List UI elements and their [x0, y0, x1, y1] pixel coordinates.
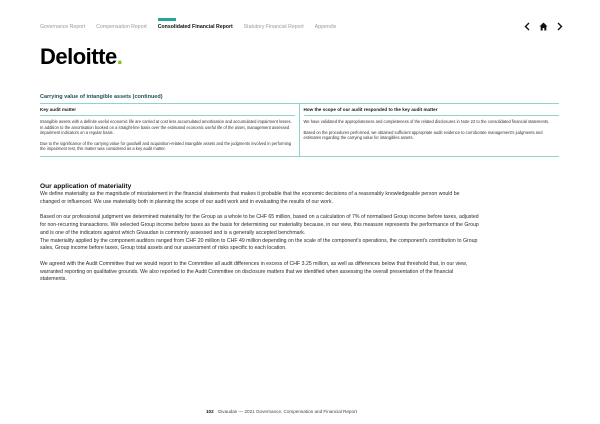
- column-header: Key audit matter: [40, 104, 295, 116]
- deloitte-logo: [40, 44, 122, 70]
- column-body: [40, 116, 295, 156]
- logo-text: Deloitte: [40, 44, 117, 69]
- paragraph: Based on our professional judgment we determined materiality for the Group as a whole to be CHF 65 million, based on a calculation of 7% of normalised Group income before taxes, adjusted for non-recurring transactions. We selected Group income before taxes as the basis for determining our materiality because, in our view, this measure represents the performance of the Group and is one of the indicators against which Givaudan is commonly assessed and is a generally accepted benchmark.: [40, 214, 479, 236]
- tab-statutory-financial-report[interactable]: Statutory Financial Report: [243, 24, 304, 30]
- chevron-left-icon[interactable]: [524, 22, 530, 31]
- section-title: Carrying value of intangible assets (continued): [40, 94, 163, 100]
- tab-consolidated-financial-report[interactable]: Consolidated Financial Report: [157, 24, 233, 30]
- materiality-section: [40, 183, 480, 284]
- home-icon[interactable]: [539, 22, 548, 31]
- key-audit-matter-column: [40, 104, 300, 156]
- materiality-heading: Our application of materiality: [40, 183, 132, 190]
- paragraph: We agreed with the Audit Committee that we would report to the Committee all audit differences in excess of CHF 3.25 million, as well as differences below that threshold that, in our view, warranted reporting on qualitative grounds. We also reported to the Audit Committee on disclosure matters that we identified when assessing the overall presentation of the financial statements.: [40, 260, 468, 283]
- page-footer: [206, 409, 357, 414]
- key-audit-matter-table: [40, 103, 559, 157]
- footer-text: Givaudan — 2021 Governance, Compensation and Financial Report: [217, 409, 357, 414]
- column-header: How the scope of our audit responded to the key audit matter: [304, 104, 560, 116]
- paragraph: Based on the procedures performed, we obtained sufficient appropriate audit evidence to corroborate management's judgments and estimates regarding the carrying value for intangibles assets.: [303, 129, 543, 141]
- paragraph: The materiality applied by the component auditors ranged from CHF 20 million to CHF 49 million depending on the scale of the component's operations, the component's contribution to Group sales, Group income before taxes, Group total assets and our assessment of risks specific to each location.: [40, 237, 478, 252]
- chevron-right-icon[interactable]: [557, 22, 563, 31]
- tab-compensation-report[interactable]: Compensation Report: [96, 24, 147, 30]
- paragraph: Intangible assets with a definite useful economic life are carried at cost less accumulated amortisation and accumulated impairment losses. In addition to the amortisation booked on a straight-line basis over the estimated economic useful life of the asset, management assessed impairment indicators on a regular basis.: [40, 119, 292, 136]
- paragraph: Due to the significance of the carrying value for goodwill and acquisition-related intangible assets and the judgments involved in performing the impairment test, this matter was considered as a key audit matter.: [40, 140, 292, 152]
- report-section-nav: [40, 24, 336, 30]
- logo-green-dot: .: [116, 44, 123, 69]
- paragraph: We have validated the appropriateness and completeness of the related disclosures in Note 22 to the consolidated financial statements.: [303, 119, 550, 124]
- page-navigation: [524, 22, 563, 31]
- tab-appendix[interactable]: Appendix: [314, 24, 337, 30]
- paragraph: We define materiality as the magnitude of misstatement in the financial statements that makes it probable that the economic decisions of a reasonably knowledgeable person would be changed or influenced. We use materiality both in planning the scope of our audit work and in evaluating the results of our work.: [40, 191, 460, 205]
- page-number: 102: [206, 409, 214, 414]
- column-body: [304, 116, 560, 145]
- tab-governance-report[interactable]: Governance Report: [40, 24, 86, 30]
- audit-response-column: [300, 104, 560, 156]
